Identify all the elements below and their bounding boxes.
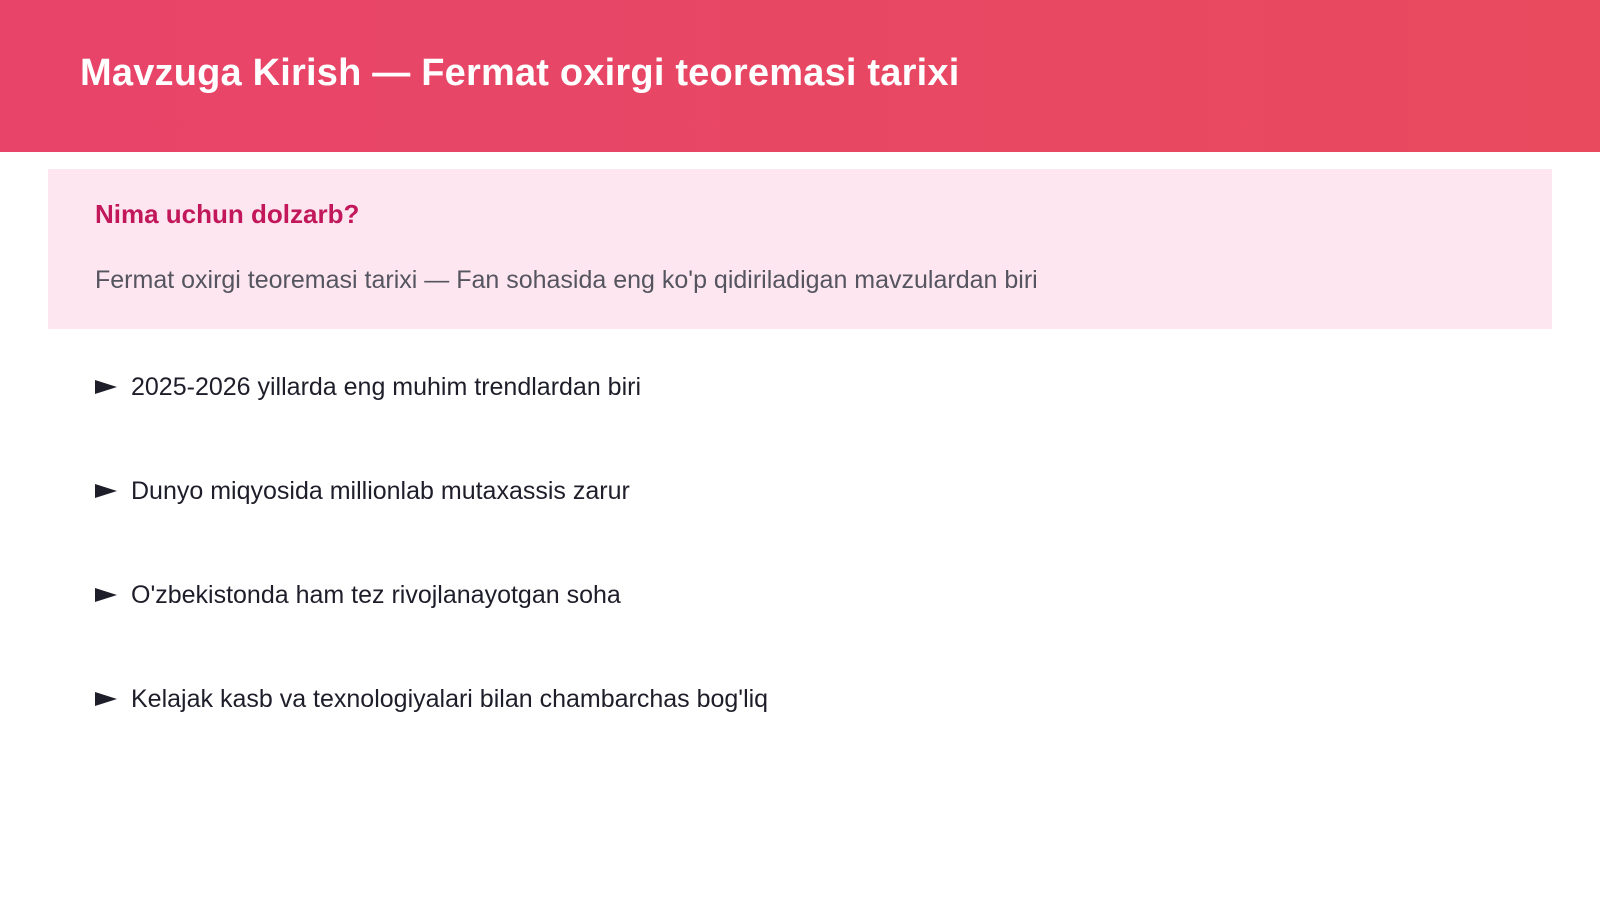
triangle-right-icon — [95, 380, 117, 394]
callout-box — [48, 169, 1552, 329]
callout-heading: Nima uchun dolzarb? — [95, 199, 360, 229]
page-title: Mavzuga Kirish — Fermat oxirgi teoremasi tarixi — [80, 52, 960, 94]
list-item — [95, 682, 768, 716]
triangle-right-icon — [95, 692, 117, 706]
list-item-text: Dunyo miqyosida millionlab mutaxassis zarur — [131, 476, 630, 505]
list-item — [95, 370, 768, 404]
list-item — [95, 474, 768, 508]
list-item-text: 2025-2026 yillarda eng muhim trendlardan biri — [131, 372, 642, 401]
bullet-list — [95, 370, 768, 786]
list-item-text: Kelajak kasb va texnologiyalari bilan chambarchas bog'liq — [131, 684, 769, 713]
list-item — [95, 578, 768, 612]
triangle-right-icon — [95, 588, 117, 602]
list-item-text: O'zbekistonda ham tez rivojlanayotgan soha — [131, 580, 621, 609]
header-bar — [0, 0, 1600, 152]
callout-text: Fermat oxirgi teoremasi tarixi — Fan sohasida eng ko'p qidiriladigan mavzulardan biri — [95, 266, 1038, 294]
triangle-right-icon — [95, 484, 117, 498]
